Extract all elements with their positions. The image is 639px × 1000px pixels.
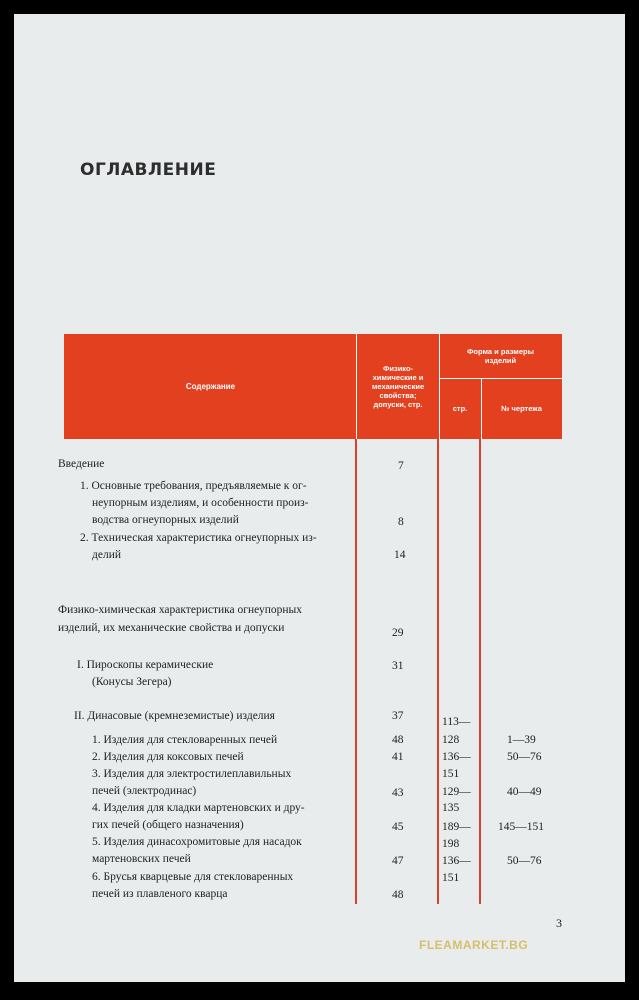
toc-form-page: 151 (442, 872, 460, 884)
toc-page: 31 (392, 660, 404, 672)
toc-entry-intro: Введение (58, 458, 105, 470)
toc-form-page: 198 (442, 838, 460, 850)
toc-entry-chapter: II. Динасовые (кремнеземистые) изделия (74, 710, 275, 722)
toc-drawing-number: 145—151 (498, 821, 544, 833)
toc-entry-line: неупорным изделиям, и особенности произ- (92, 497, 309, 509)
toc-item: гих печей (общего назначения) (92, 819, 244, 831)
toc-drawing-number: 1—39 (507, 734, 536, 746)
toc-entry-line: делий (92, 549, 122, 561)
toc-page: 14 (394, 549, 406, 561)
toc-drawing-number: 50—76 (507, 751, 542, 763)
toc-entry-line: I. Пироскопы керамические (77, 659, 214, 671)
toc-page: 8 (398, 516, 404, 528)
toc-form-page: 113— (442, 716, 471, 728)
toc-page: 29 (392, 627, 404, 639)
toc-form-page: 128 (442, 734, 460, 746)
toc-item: 3. Изделия для электростилеплавильных (92, 768, 292, 780)
header-divider (439, 378, 562, 379)
toc-page: 48 (392, 889, 404, 901)
toc-form-page: 189— (442, 821, 471, 833)
toc-item: 4. Изделия для кладки мартеновских и дру- (92, 802, 305, 814)
toc-item: 1. Изделия для стекловаренных печей (92, 734, 278, 746)
column-rule (437, 439, 439, 904)
toc-page: 48 (392, 734, 404, 746)
header-page: стр. (452, 404, 468, 413)
table-header (64, 334, 562, 439)
toc-item: 2. Изделия для коксовых печей (92, 751, 244, 763)
toc-entry-line: 1. Основные требования, предъявляемые к ог- (80, 480, 307, 492)
header-divider (481, 378, 482, 439)
toc-item: 6. Брусья кварцевые для стекловаренных (92, 871, 294, 883)
column-rule (355, 439, 357, 904)
toc-drawing-number: 50—76 (507, 855, 542, 867)
header-content: Содержание (185, 382, 236, 391)
page-title: ОГЛАВЛЕНИЕ (80, 160, 217, 180)
toc-item: печей (электродинас) (92, 785, 197, 797)
page-number: 3 (556, 916, 562, 930)
header-form-sizes: Форма и размеры изделий (467, 347, 534, 365)
toc-item: мартеновских печей (92, 853, 191, 865)
toc-entry-line: (Конусы Зегера) (92, 676, 172, 688)
toc-entry-line: 2. Техническая характеристика огнеупорных из- (80, 532, 317, 544)
toc-page: 47 (392, 855, 404, 867)
toc-item: печей из плавленого кварца (92, 888, 228, 900)
toc-form-page: 136— (442, 855, 471, 867)
toc-page: 41 (392, 751, 404, 763)
toc-entry-line: Физико-химическая характеристика огнеупорных (58, 604, 302, 616)
header-physical-properties: Физико-химические и механические свойства; допуски, стр. (371, 364, 425, 409)
toc-page: 7 (398, 460, 404, 472)
toc-page: 45 (392, 821, 404, 833)
toc-form-page: 135 (442, 802, 460, 814)
watermark: FLEAMARKET.BG (419, 938, 529, 952)
toc-entry-line: изделий, их механические свойства и допуски (58, 622, 285, 634)
toc-drawing-number: 40—49 (507, 786, 542, 798)
toc-page: 43 (392, 787, 404, 799)
header-divider (356, 334, 357, 439)
toc-form-page: 136— (442, 751, 471, 763)
column-rule (479, 439, 481, 904)
toc-form-page: 129— (442, 786, 471, 798)
header-drawing-number: № чертежа (501, 403, 542, 413)
header-divider (439, 334, 440, 439)
toc-item: 5. Изделия динасохромитовые для насадок (92, 836, 302, 848)
toc-form-page: 151 (442, 768, 460, 780)
toc-page: 37 (392, 710, 404, 722)
toc-entry-line: водства огнеупорных изделий (92, 514, 239, 526)
